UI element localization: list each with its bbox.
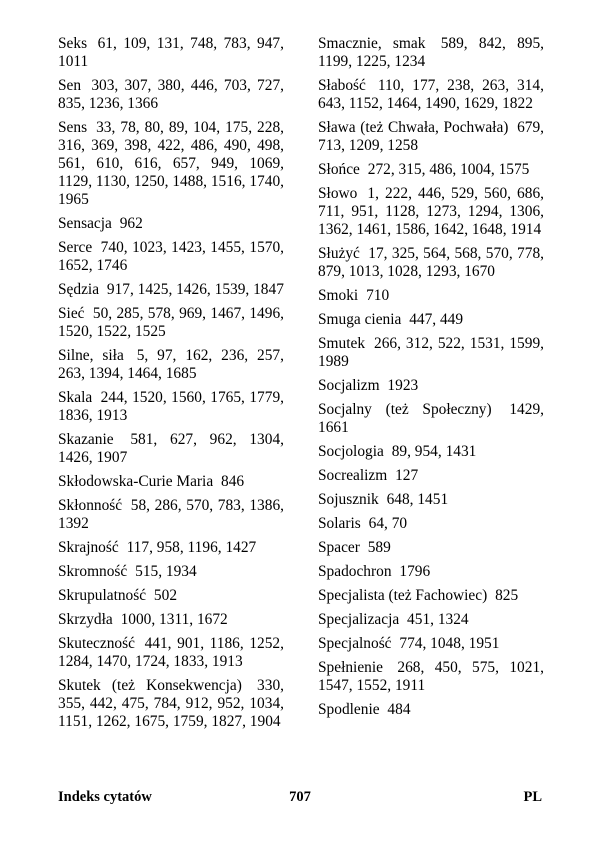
index-entry xyxy=(58,539,284,557)
index-entry xyxy=(58,239,284,275)
index-term: Sens xyxy=(58,119,88,136)
index-entry xyxy=(318,311,544,329)
index-references: 447, 449 xyxy=(409,311,464,328)
index-term: Sieć xyxy=(58,305,85,322)
page-number: 707 xyxy=(289,789,311,805)
index-references: 515, 1934 xyxy=(135,563,197,580)
index-references: 1, 222, 446, 529, 560, 686, 711, 951, 1128, 1273, 1294, 1306, 1362, 1461, 1586, 1642, 1648, 1914 xyxy=(318,185,544,238)
index-references: 1000, 1311, 1672 xyxy=(120,611,228,628)
index-term: Skrzydła xyxy=(58,611,113,628)
index-entry xyxy=(318,587,544,605)
index-entry xyxy=(318,539,544,557)
index-references: 17, 325, 564, 568, 570, 778, 879, 1013, 1028, 1293, 1670 xyxy=(318,245,544,280)
index-term: Słońce xyxy=(318,161,360,178)
index-entry xyxy=(318,491,544,509)
index-term: Spodlenie xyxy=(318,701,380,718)
index-term: Serce xyxy=(58,239,93,256)
index-entry xyxy=(58,431,284,467)
index-term: Skłodowska-Curie Maria xyxy=(58,473,214,490)
index-term: Seks xyxy=(58,35,88,52)
index-references: 61, 109, 131, 748, 783, 947, 1011 xyxy=(58,35,284,70)
footer-language: PL xyxy=(523,789,542,805)
index-references: 962 xyxy=(119,215,143,232)
index-entry xyxy=(318,287,544,305)
index-entry xyxy=(318,515,544,533)
index-references: 740, 1023, 1423, 1455, 1570, 1652, 1746 xyxy=(58,239,284,274)
index-term: Smuga cienia xyxy=(318,311,402,328)
index-term: Solaris xyxy=(318,515,361,532)
index-entry xyxy=(58,77,284,113)
index-references: 303, 307, 380, 446, 703, 727, 835, 1236, 1366 xyxy=(58,77,284,112)
index-entry xyxy=(58,473,284,491)
index-entry xyxy=(58,635,284,671)
index-references: 581, 627, 962, 1304, 1426, 1907 xyxy=(58,431,284,466)
index-term: Skrupulatność xyxy=(58,587,147,604)
index-references: 589, 842, 895, 1199, 1225, 1234 xyxy=(318,35,544,70)
index-term: Służyć xyxy=(318,245,360,262)
index-term: Skuteczność xyxy=(58,635,135,652)
index-entry xyxy=(58,347,284,383)
index-references: 268, 450, 575, 1021, 1547, 1552, 1911 xyxy=(318,659,544,694)
index-references: 272, 315, 486, 1004, 1575 xyxy=(367,161,530,178)
index-term: Sen xyxy=(58,77,82,94)
index-entry xyxy=(58,35,284,71)
index-term: Specjalizacja xyxy=(318,611,400,628)
index-references: 441, 901, 1186, 1252, 1284, 1470, 1724, 1833, 1913 xyxy=(58,635,284,670)
index-entry xyxy=(58,611,284,629)
index-entry xyxy=(58,305,284,341)
index-references: 679, 713, 1209, 1258 xyxy=(318,119,544,154)
index-term: Specjalność xyxy=(318,635,392,652)
index-term: Sława (też Chwała, Pochwała) xyxy=(318,119,509,136)
index-entry xyxy=(318,245,544,281)
index-references: 846 xyxy=(221,473,245,490)
index-references: 589 xyxy=(367,539,391,556)
index-entry xyxy=(318,701,544,719)
index-references: 127 xyxy=(395,467,419,484)
footer-title: Indeks cytatów xyxy=(58,789,152,805)
index-entry xyxy=(58,677,284,731)
index-references: 58, 286, 570, 783, 1386, 1392 xyxy=(58,497,284,532)
index-term: Specjalista (też Fachowiec) xyxy=(318,587,488,604)
index-references: 50, 285, 578, 969, 1467, 1496, 1520, 1522, 1525 xyxy=(58,305,284,340)
index-entry xyxy=(58,563,284,581)
index-references: 825 xyxy=(495,587,519,604)
index-term: Socrealizm xyxy=(318,467,388,484)
index-term: Skłonność xyxy=(58,497,123,514)
index-entry xyxy=(318,35,544,71)
index-entry xyxy=(318,611,544,629)
index-entry xyxy=(318,401,544,437)
index-references: 451, 1324 xyxy=(407,611,469,628)
index-references: 330, 355, 442, 475, 784, 912, 952, 1034, 1151, 1262, 1675, 1759, 1827, 1904 xyxy=(58,677,284,730)
index-term: Skazanie xyxy=(58,431,114,448)
index-term: Sędzia xyxy=(58,281,100,298)
index-references: 1923 xyxy=(387,377,419,394)
index-term: Skala xyxy=(58,389,93,406)
index-references: 774, 1048, 1951 xyxy=(399,635,500,652)
index-references: 648, 1451 xyxy=(386,491,449,508)
index-term: Spełnienie xyxy=(318,659,383,676)
index-entry xyxy=(318,335,544,371)
index-term: Smacznie, smak xyxy=(318,35,426,52)
index-references: 33, 78, 80, 89, 104, 175, 228, 316, 369, 398, 422, 486, 490, 498, 561, 610, 616, 657, 949, 1069, 1129, 1130, 1250, 1488, 1516, 1740, 1965 xyxy=(58,119,284,208)
index-entry xyxy=(58,215,284,233)
index-entry xyxy=(318,659,544,695)
index-references: 64, 70 xyxy=(368,515,408,532)
index-term: Słowo xyxy=(318,185,358,202)
index-term: Skrajność xyxy=(58,539,119,556)
index-term: Spadochron xyxy=(318,563,392,580)
index-references: 89, 954, 1431 xyxy=(391,443,477,460)
index-entry xyxy=(58,281,284,299)
index-entry xyxy=(318,185,544,239)
index-entry xyxy=(318,563,544,581)
index-references: 110, 177, 238, 263, 314, 643, 1152, 1464, 1490, 1629, 1822 xyxy=(318,77,544,112)
index-references: 484 xyxy=(387,701,411,718)
index-entry xyxy=(58,389,284,425)
index-entry xyxy=(318,161,544,179)
index-term: Spacer xyxy=(318,539,360,556)
index-column-right xyxy=(318,35,544,725)
index-term: Skutek (też Konsekwencja) xyxy=(58,677,242,694)
index-term: Smoki xyxy=(318,287,359,304)
index-references: 710 xyxy=(366,287,390,304)
index-term: Słabość xyxy=(318,77,366,94)
index-entry xyxy=(58,587,284,605)
index-entry xyxy=(318,467,544,485)
index-references: 266, 312, 522, 1531, 1599, 1989 xyxy=(318,335,544,370)
index-entry xyxy=(318,77,544,113)
index-term: Sensacja xyxy=(58,215,112,232)
page-footer xyxy=(58,789,542,809)
index-references: 117, 958, 1196, 1427 xyxy=(126,539,257,556)
index-entry xyxy=(58,119,284,209)
index-references: 244, 1520, 1560, 1765, 1779, 1836, 1913 xyxy=(58,389,284,424)
index-references: 917, 1425, 1426, 1539, 1847 xyxy=(106,281,284,298)
index-term: Silne, siła xyxy=(58,347,124,364)
index-term: Socjalny (też Społeczny) xyxy=(318,401,492,418)
index-entry xyxy=(318,635,544,653)
index-term: Skromność xyxy=(58,563,128,580)
index-entry xyxy=(318,377,544,395)
index-entry xyxy=(58,497,284,533)
index-entry xyxy=(318,119,544,155)
index-term: Sojusznik xyxy=(318,491,379,508)
index-references: 5, 97, 162, 236, 257, 263, 1394, 1464, 1685 xyxy=(58,347,284,382)
index-references: 502 xyxy=(153,587,178,604)
index-references: 1429, 1661 xyxy=(318,401,544,436)
index-entry xyxy=(318,443,544,461)
index-term: Socjologia xyxy=(318,443,384,460)
index-term: Socjalizm xyxy=(318,377,380,394)
index-references: 1796 xyxy=(399,563,431,580)
index-column-left xyxy=(58,35,284,737)
index-term: Smutek xyxy=(318,335,366,352)
